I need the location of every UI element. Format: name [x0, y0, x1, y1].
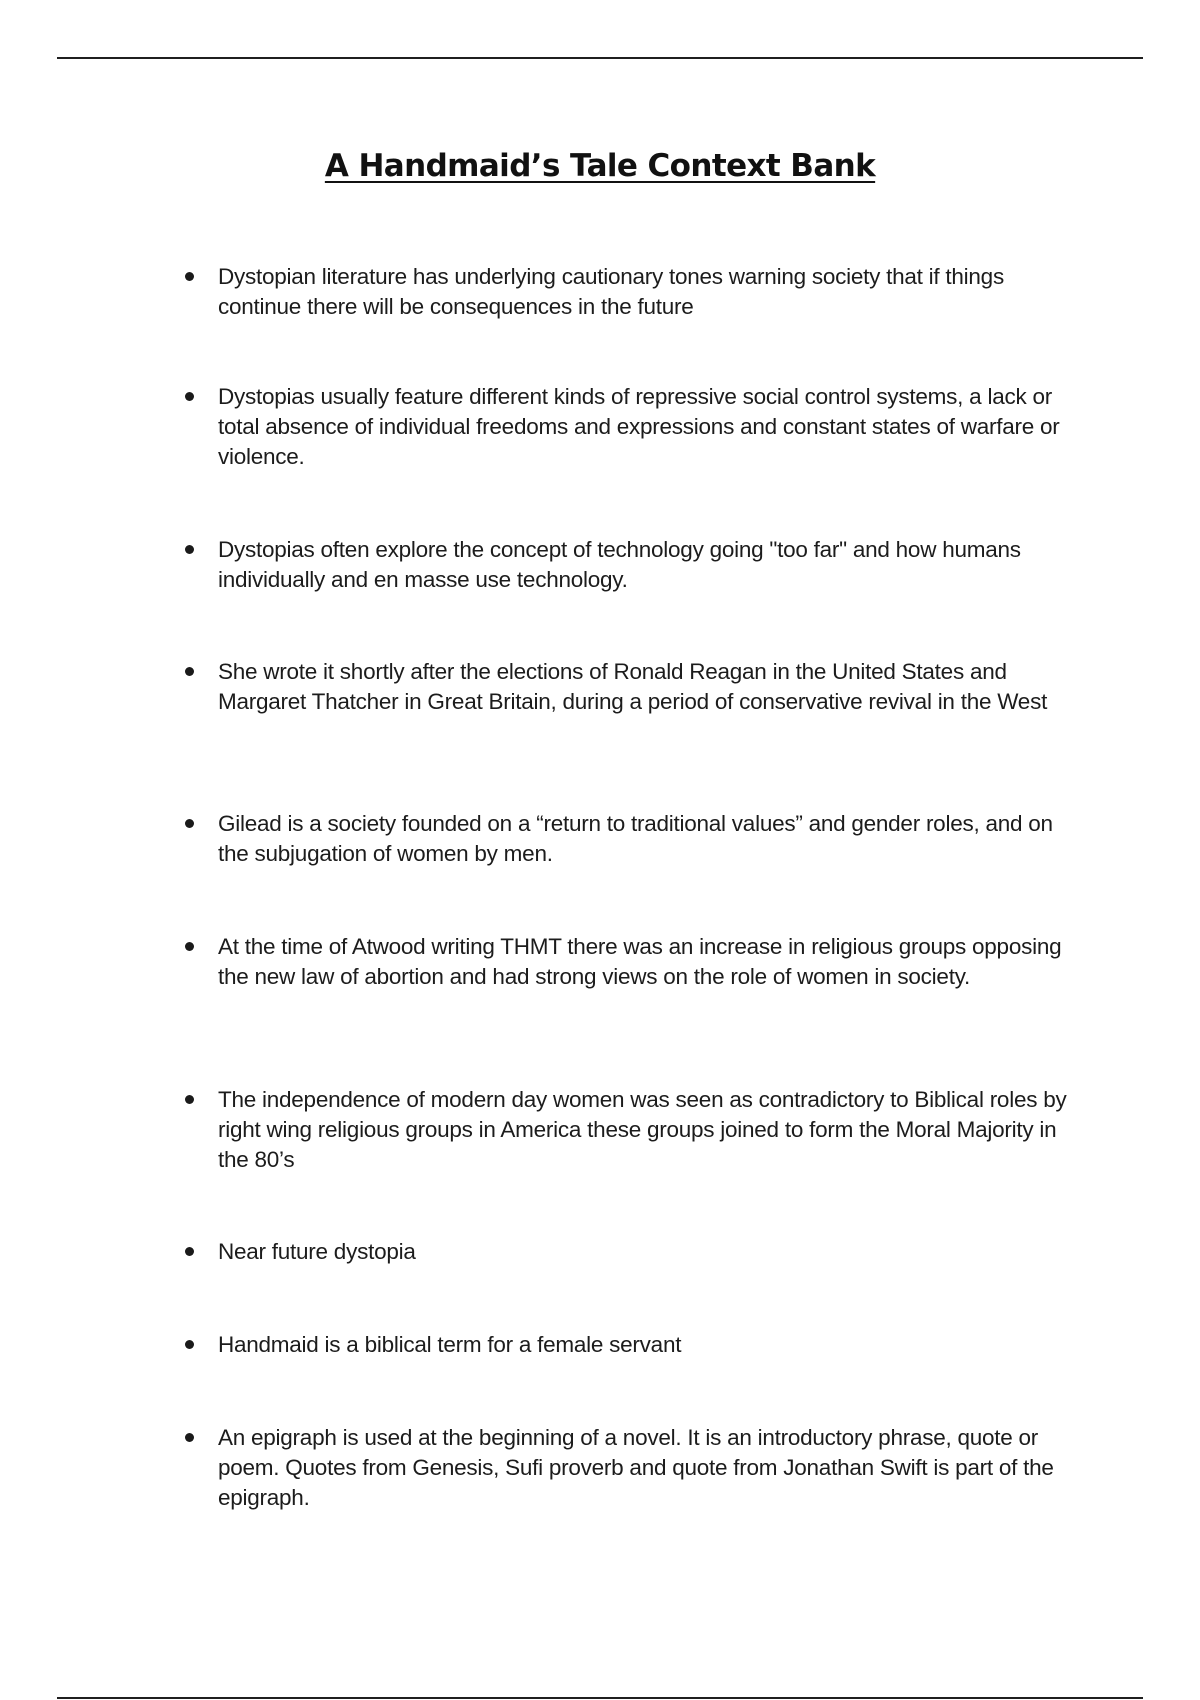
bullet-text: She wrote it shortly after the elections of Ronald Reagan in the United States and Margaret Thatcher in Great Britain, during a period of conservative revival in the West — [218, 659, 1048, 714]
bullet-dot-icon — [185, 1340, 194, 1349]
bullet-dot-icon — [185, 545, 194, 554]
bullet-dot-icon — [185, 819, 194, 828]
bullet-text: Dystopias often explore the concept of technology going "too far" and how humans individually and en masse use technology. — [218, 537, 1021, 592]
bullet-dot-icon — [185, 1095, 194, 1104]
bullet-dot-icon — [185, 942, 194, 951]
bullet-dot-icon — [185, 667, 194, 676]
bullet-text: Dystopias usually feature different kinds of repressive social control systems, a lack or total absence of individual freedoms and expressions and constant states of warfare or violence. — [218, 384, 1060, 469]
bullet-text: The independence of modern day women was seen as contradictory to Biblical roles by right wing religious groups in America these groups joined to form the Moral Majority in the 80’s — [218, 1087, 1067, 1172]
bullet-text: Dystopian literature has underlying cautionary tones warning society that if things continue there will be consequences in the future — [218, 264, 1004, 319]
bullet-text: An epigraph is used at the beginning of a novel. It is an introductory phrase, quote or poem. Quotes from Genesis, Sufi proverb and quote from Jonathan Swift is part of the epigraph. — [218, 1425, 1054, 1510]
bullet-dot-icon — [185, 1247, 194, 1256]
bullet-dot-icon — [185, 392, 194, 401]
bottom-rule — [57, 1697, 1143, 1699]
bullet-text: At the time of Atwood writing THMT there was an increase in religious groups opposing the new law of abortion and had strong views on the role of women in society. — [218, 934, 1062, 989]
bullet-dot-icon — [185, 1433, 194, 1442]
bullet-text: Gilead is a society founded on a “return to traditional values” and gender roles, and on the subjugation of women by men. — [218, 811, 1053, 866]
page-title: A Handmaid’s Tale Context Bank — [324, 148, 876, 184]
bullet-text: Near future dystopia — [218, 1239, 416, 1264]
bullet-dot-icon — [185, 272, 194, 281]
bullet-text: Handmaid is a biblical term for a female servant — [218, 1332, 682, 1357]
